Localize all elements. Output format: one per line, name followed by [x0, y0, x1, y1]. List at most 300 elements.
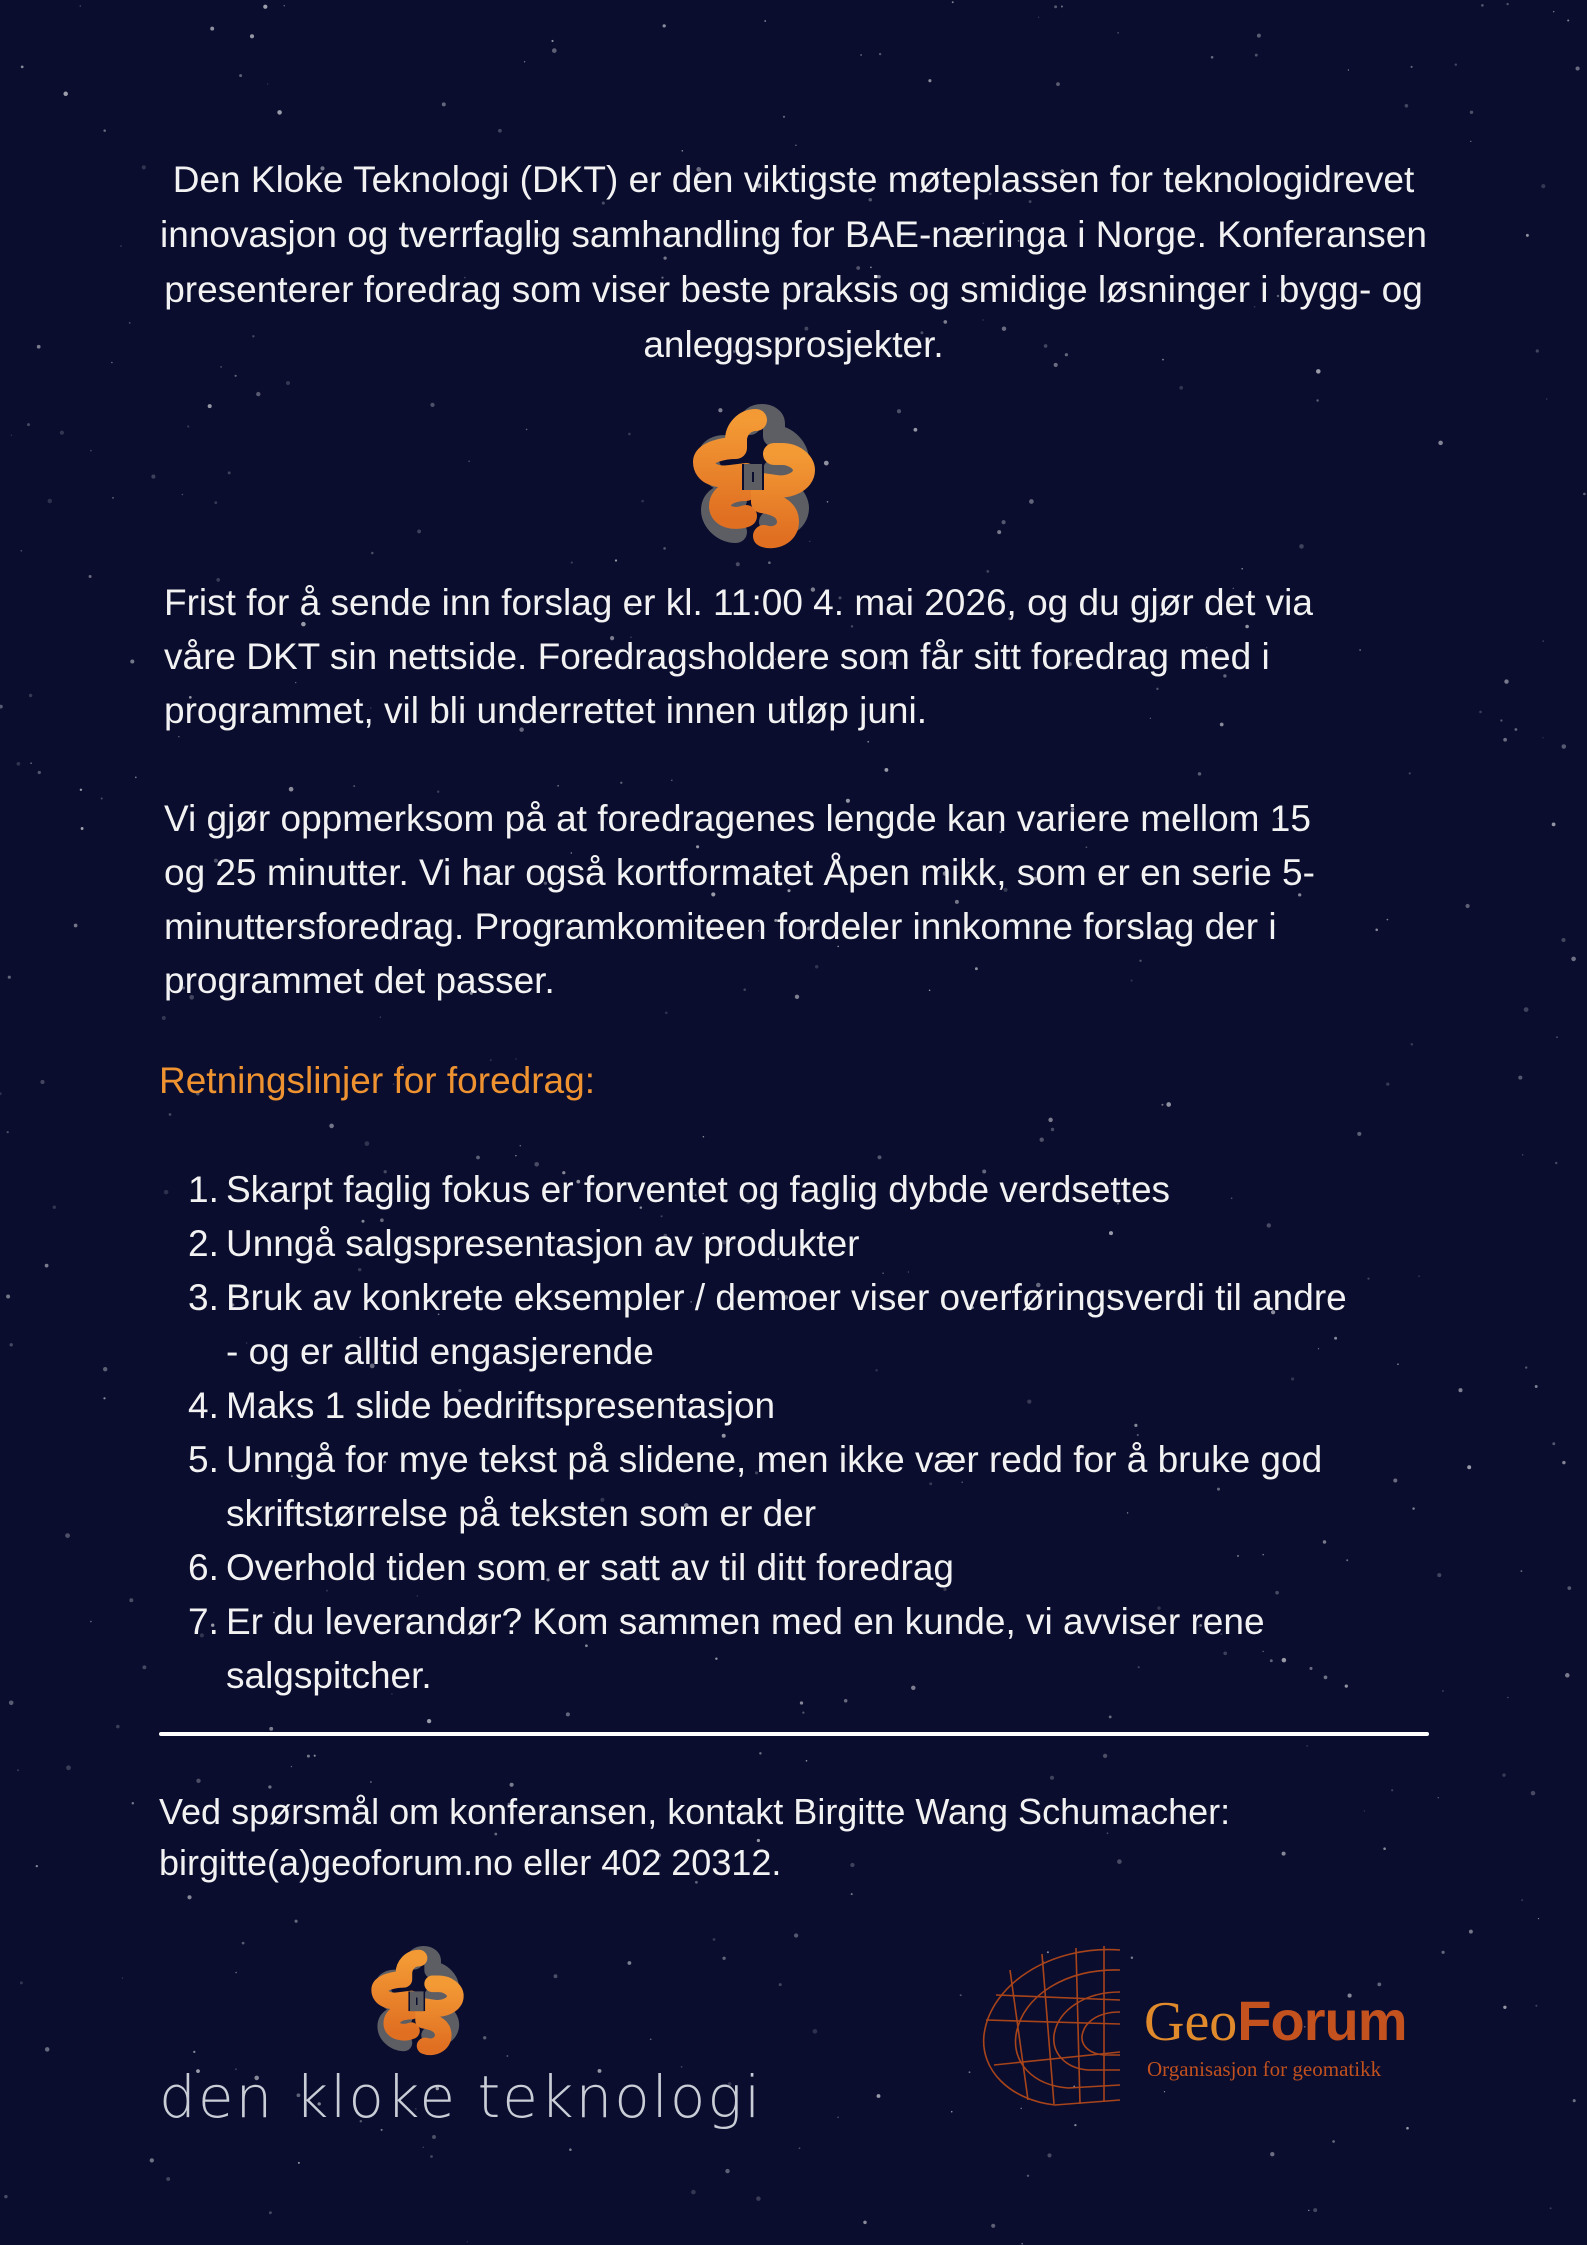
guideline-text: Unngå for mye tekst på slidene, men ikke vær redd for å bruke god [226, 1439, 1323, 1480]
star-dot [1377, 1983, 1381, 1987]
star-dot [430, 2155, 433, 2158]
star-dot [991, 2224, 995, 2228]
star-dot [1411, 66, 1413, 68]
star-dot [208, 404, 212, 408]
contact-line: Ved spørsmål om konferansen, kontakt Birgitte Wang Schumacher: [159, 1791, 1231, 1832]
dkt-logo-icon [678, 404, 826, 552]
star-dot [1538, 1918, 1539, 1919]
guideline-text: Er du leverandør? Kom sammen med en kunde, vi avviser rene [226, 1601, 1265, 1642]
star-dot [122, 1977, 124, 1979]
star-dot [0, 705, 3, 709]
star-dot [1467, 1465, 1471, 1469]
star-dot [526, 429, 528, 431]
star-dot [4, 2195, 7, 2198]
star-dot [483, 2036, 486, 2039]
star-dot [29, 694, 32, 697]
star-dot [813, 2029, 818, 2034]
star-dot [1166, 1102, 1171, 1107]
star-dot [295, 1920, 298, 1923]
star-dot [1438, 441, 1443, 446]
star-dot [722, 1957, 725, 1960]
star-dot [551, 40, 553, 42]
star-dot [79, 5, 81, 7]
star-dot [1054, 5, 1057, 8]
star-dot [112, 497, 114, 499]
star-dot [169, 1113, 172, 1116]
star-dot [1515, 728, 1518, 731]
star-dot [1555, 1162, 1558, 1165]
star-dot [806, 1760, 808, 1762]
guidelines-list [160, 1163, 1450, 1703]
star-dot [1027, 2175, 1029, 2177]
star-dot [1479, 711, 1482, 714]
star-dot [703, 1136, 704, 1137]
star-dot [860, 54, 862, 56]
star-dot [120, 245, 122, 247]
guideline-item [160, 1595, 1450, 1703]
star-dot [1567, 1586, 1571, 1590]
guideline-item [160, 1271, 1450, 1379]
star-dot [63, 92, 67, 96]
star-dot [764, 20, 766, 22]
star-dot [1386, 1082, 1389, 1085]
star-dot [627, 1961, 631, 1965]
format-line: programmet det passer. [164, 960, 555, 1001]
guideline-item [160, 1433, 1450, 1541]
star-dot [1470, 141, 1471, 142]
star-dot [1270, 2152, 1274, 2156]
star-dot [566, 1712, 570, 1716]
guideline-number: 5. [188, 1439, 219, 1480]
star-dot [952, 1, 954, 3]
star-dot [1525, 1366, 1527, 1368]
star-dot [671, 779, 673, 781]
star-dot [1056, 82, 1060, 86]
format-line: Vi gjør oppmerksom på at foredragenes lengde kan variere mellom 15 [164, 798, 1311, 839]
star-dot [877, 2094, 881, 2098]
star-dot [286, 381, 290, 385]
star-dot [1117, 32, 1119, 34]
star-dot [53, 1206, 56, 1209]
star-dot [432, 2135, 436, 2139]
star-dot [468, 461, 469, 462]
star-dot [1332, 2140, 1335, 2143]
star-dot [1051, 1128, 1054, 1131]
star-dot [884, 768, 888, 772]
star-dot [132, 1802, 134, 1804]
star-dot [879, 53, 881, 55]
geoforum-wordmark-forum: Forum [1237, 1989, 1407, 2052]
star-dot [1561, 938, 1565, 942]
geoforum-globe-icon [980, 1940, 1130, 2110]
star-dot [142, 165, 146, 169]
geoforum-tagline: Organisasjon for geomatikk [1147, 2057, 1382, 2081]
star-dot [235, 375, 237, 377]
star-dot [867, 741, 869, 743]
star-dot [1040, 1138, 1044, 1142]
star-dot [20, 1981, 23, 1984]
star-dot [969, 2071, 971, 2073]
star-dot [80, 789, 82, 791]
star-dot [74, 924, 78, 928]
star-dot [1567, 19, 1569, 21]
star-dot [353, 785, 355, 787]
star-dot [928, 79, 931, 82]
guideline-text: Bruk av konkrete eksempler / demoer viser overføringsverdi til andre [226, 1277, 1347, 1318]
star-dot [1241, 568, 1243, 570]
star-dot [1306, 1745, 1307, 1746]
star-dot [314, 1755, 316, 1757]
star-dot [269, 2211, 272, 2214]
star-dot [736, 562, 740, 566]
star-dot [506, 2055, 508, 2057]
star-dot [1161, 1104, 1163, 1106]
star-dot [467, 2241, 468, 2242]
star-dot [1553, 11, 1555, 13]
star-dot [1522, 1154, 1523, 1155]
star-dot [166, 2177, 170, 2181]
contact-email[interactable]: birgitte(a)geoforum.no eller 402 20312. [159, 1842, 782, 1883]
star-dot [423, 2147, 424, 2148]
star-dot [1562, 1461, 1565, 1464]
star-dot [1299, 544, 1304, 549]
guideline-text: skriftstørrelse på teksten som er der [226, 1493, 817, 1534]
guideline-item [160, 1163, 1450, 1217]
star-dot [1542, 737, 1543, 738]
geoforum-wordmark-geo: Geo [1144, 1991, 1238, 2053]
star-dot [665, 1012, 668, 1015]
guideline-text: salgspitcher. [226, 1655, 432, 1696]
guideline-text: - og er alltid engasjerende [226, 1331, 654, 1372]
star-dot [837, 2117, 839, 2119]
deadline-line: programmet, vil bli underrettet innen utløp juni. [164, 690, 927, 731]
star-dot [239, 74, 242, 77]
star-dot [40, 1080, 44, 1084]
star-dot [524, 61, 525, 62]
star-dot [8, 976, 11, 979]
star-dot [691, 2190, 696, 2195]
star-dot [1518, 1076, 1522, 1080]
star-dot [66, 1765, 71, 1770]
star-dot [130, 659, 134, 663]
star-dot [111, 362, 113, 364]
star-dot [1470, 111, 1473, 114]
star-dot [242, 1942, 245, 1945]
guideline-item [160, 1541, 1450, 1595]
star-dot [1074, 2124, 1076, 2126]
star-dot [1405, 104, 1409, 108]
star-dot [291, 1766, 292, 1767]
star-dot [11, 435, 12, 436]
star-dot [759, 1752, 761, 1754]
star-dot [38, 771, 41, 774]
star-dot [1179, 386, 1183, 390]
star-dot [1503, 2006, 1506, 2009]
guideline-number: 4. [188, 1385, 219, 1426]
star-dot [1002, 520, 1006, 524]
star-dot [1504, 679, 1508, 683]
star-dot [187, 425, 189, 427]
star-dot [1571, 957, 1576, 962]
star-dot [269, 1727, 273, 1731]
star-dot [151, 475, 155, 479]
star-dot [289, 787, 294, 792]
guidelines-heading: Retningslinjer for foredrag: [159, 1060, 595, 1101]
star-dot [37, 345, 41, 349]
star-dot [951, 2111, 953, 2113]
star-dot [129, 1598, 133, 1602]
star-dot [1029, 499, 1034, 504]
star-dot [1562, 744, 1567, 749]
star-dot [997, 530, 1001, 534]
star-dot [1198, 772, 1202, 776]
star-dot [187, 1895, 191, 1899]
star-dot [1556, 1036, 1557, 1037]
star-dot [1458, 1388, 1462, 1392]
star-dot [1565, 1673, 1570, 1678]
format-line: minuttersforedrag. Programkomiteen fordeler innkomne forslag der i [164, 906, 1277, 947]
star-dot [1348, 69, 1349, 70]
star-dot [277, 110, 282, 115]
star-dot [1409, 772, 1411, 774]
guideline-number: 6. [188, 1547, 219, 1588]
star-dot [1103, 1754, 1107, 1758]
star-dot [214, 501, 217, 504]
star-dot [1535, 1385, 1538, 1388]
star-dot [65, 1533, 70, 1538]
star-dot [1466, 904, 1470, 908]
star-dot [196, 1779, 200, 1783]
deadline-line: våre DKT sin nettside. Foredragsholdere som får sitt foredrag med i [164, 636, 1270, 677]
star-dot [101, 797, 103, 799]
star-dot [986, 570, 989, 573]
star-dot [713, 1938, 716, 1941]
star-dot [1038, 17, 1039, 18]
star-dot [557, 785, 558, 786]
star-dot [897, 409, 901, 413]
format-line: og 25 minutter. Vi har også kortformatet Åpen mikk, som er en serie 5- [164, 852, 1315, 893]
guideline-text: Unngå salgspresentasjon av produkter [226, 1223, 860, 1264]
star-dot [620, 782, 622, 784]
guideline-item [160, 1217, 1450, 1271]
star-dot [417, 529, 421, 533]
star-dot [663, 24, 666, 27]
star-dot [1211, 56, 1214, 59]
star-dot [1442, 1951, 1445, 1954]
star-dot [851, 1893, 853, 1895]
star-dot [60, 431, 64, 435]
star-dot [1021, 2243, 1023, 2245]
star-dot [89, 575, 92, 578]
star-dot [210, 27, 214, 31]
star-dot [256, 392, 260, 396]
dkt-wordmark: den kloke teknologi [159, 2063, 763, 2131]
star-dot [1583, 493, 1586, 496]
star-dot [1507, 1697, 1509, 1699]
star-dot [430, 403, 434, 407]
star-dot [17, 1769, 19, 1771]
star-dot [1313, 2208, 1317, 2212]
star-dot [298, 2162, 300, 2164]
star-dot [36, 1865, 38, 1867]
star-dot [284, 5, 285, 6]
star-dot [6, 1295, 10, 1299]
star-dot [380, 1016, 382, 1018]
star-dot [45, 2047, 50, 2052]
star-dot [263, 5, 267, 9]
guideline-text: Skarpt faglig fokus er forventet og faglig dybde verdsettes [226, 1169, 1171, 1210]
deadline-paragraph [164, 576, 1424, 738]
star-dot [498, 129, 502, 133]
star-dot [182, 494, 184, 496]
star-dot [641, 500, 644, 503]
star-dot [779, 1983, 782, 1986]
intro-paragraph: Den Kloke Teknologi (DKT) er den viktigste møteplassen for teknologidrevet innovasjon og tverrfaglig samhandling for BAE-næringa i Norge. Konferansen presenterer foredrag som viser beste praksis og smidige løsninger i bygg- og anleggsprosjekter. [160, 159, 1427, 365]
star-dot [571, 562, 573, 564]
star-dot [1521, 1899, 1523, 1901]
star-dot [960, 1994, 962, 1996]
star-dot [250, 34, 254, 38]
star-dot [90, 1621, 92, 1623]
star-dot [267, 83, 269, 85]
star-dot [1481, 4, 1484, 7]
star-dot [103, 1397, 105, 1399]
star-dot [1455, 63, 1457, 65]
star-dot [1131, 1957, 1133, 1959]
star-dot [235, 1972, 237, 1974]
star-dot [1524, 1007, 1529, 1012]
star-dot [569, 2148, 572, 2151]
guideline-number: 7. [188, 1601, 219, 1642]
star-dot [1406, 2127, 1409, 2130]
star-dot [795, 144, 797, 146]
star-dot [116, 1725, 120, 1729]
star-dot [162, 1016, 166, 1020]
star-dot [794, 1933, 798, 1937]
star-dot [1546, 398, 1548, 400]
star-dot [615, 559, 617, 561]
divider [159, 1732, 1429, 1736]
star-dot [628, 433, 631, 436]
star-dot [1552, 823, 1556, 827]
star-dot [663, 547, 666, 550]
star-dot [1506, 3, 1508, 5]
format-paragraph [164, 792, 1424, 1008]
star-dot [802, 1711, 804, 1713]
star-dot [552, 48, 557, 53]
star-dot [554, 1974, 558, 1978]
star-dot [329, 1124, 334, 1129]
guideline-item [160, 1379, 1450, 1433]
star-dot [476, 1156, 480, 1160]
star-dot [1502, 1773, 1505, 1776]
star-dot [1550, 2207, 1552, 2209]
star-dot [103, 1367, 107, 1371]
star-dot [7, 1131, 9, 1133]
star-dot [1316, 399, 1318, 401]
star-dot [756, 2196, 761, 2201]
star-dot [193, 2051, 195, 2053]
star-dot [1541, 184, 1545, 188]
star-dot [142, 1665, 146, 1669]
star-dot [1526, 234, 1529, 237]
star-dot [27, 423, 30, 426]
star-dot [365, 1141, 370, 1146]
star-dot [442, 102, 446, 106]
deadline-line: Frist for å sende inn forslag er kl. 11:00 4. mai 2026, og du gjør det via [164, 582, 1313, 623]
star-dot [650, 2038, 652, 2040]
star-dot [827, 501, 829, 503]
star-dot [1576, 66, 1580, 70]
star-dot [1531, 1791, 1536, 1796]
star-dot [150, 2158, 154, 2162]
star-dot [1061, 6, 1063, 8]
star-dot [768, 561, 771, 564]
star-dot [1257, 34, 1261, 38]
star-dot [1050, 1776, 1054, 1780]
star-dot [9, 1701, 14, 1706]
star-dot [370, 1781, 372, 1783]
guideline-text: Maks 1 slide bedriftspresentasjon [226, 1385, 776, 1426]
dkt-logo-small-icon [360, 1946, 472, 2058]
star-dot [81, 827, 84, 830]
star-dot [1500, 719, 1502, 721]
star-dot [1542, 640, 1544, 642]
star-dot [0, 1092, 2, 1095]
guideline-number: 1. [188, 1169, 219, 1210]
guideline-number: 3. [188, 1277, 219, 1318]
star-dot [1573, 2099, 1576, 2102]
star-dot [10, 1343, 13, 1346]
star-dot [307, 1755, 310, 1758]
star-dot [725, 2169, 729, 2173]
contact-paragraph [159, 1786, 1459, 1888]
star-dot [427, 1719, 431, 1723]
guideline-number: 2. [188, 1223, 219, 1264]
star-dot [135, 777, 137, 779]
star-dot [1469, 1930, 1473, 1934]
star-dot [914, 428, 918, 432]
star-dot [783, 116, 785, 118]
star-dot [17, 762, 21, 766]
star-dot [21, 66, 24, 69]
star-dot [371, 552, 374, 555]
star-dot [863, 2221, 866, 2224]
star-dot [103, 129, 106, 132]
star-dot [1109, 1715, 1112, 1718]
star-dot [1255, 54, 1258, 57]
star-dot [1308, 2210, 1309, 2211]
star-dot [20, 550, 22, 552]
star-dot [520, 1145, 521, 1146]
guideline-text: Overhold tiden som er satt av til ditt foredrag [226, 1547, 955, 1588]
star-dot [1552, 1442, 1555, 1445]
star-dot [1047, 2153, 1051, 2157]
star-dot [48, 499, 52, 503]
star-dot [90, 450, 92, 452]
star-dot [1520, 1570, 1522, 1572]
star-dot [878, 1155, 882, 1159]
star-dot [228, 471, 231, 474]
star-dot [1048, 1118, 1052, 1122]
star-dot [515, 1155, 516, 1156]
star-dot [1411, 1043, 1414, 1046]
star-dot [1536, 349, 1539, 352]
star-dot [129, 322, 131, 324]
star-dot [30, 762, 32, 764]
geoforum-wordmark [1144, 1990, 1407, 2053]
star-dot [799, 2147, 801, 2149]
